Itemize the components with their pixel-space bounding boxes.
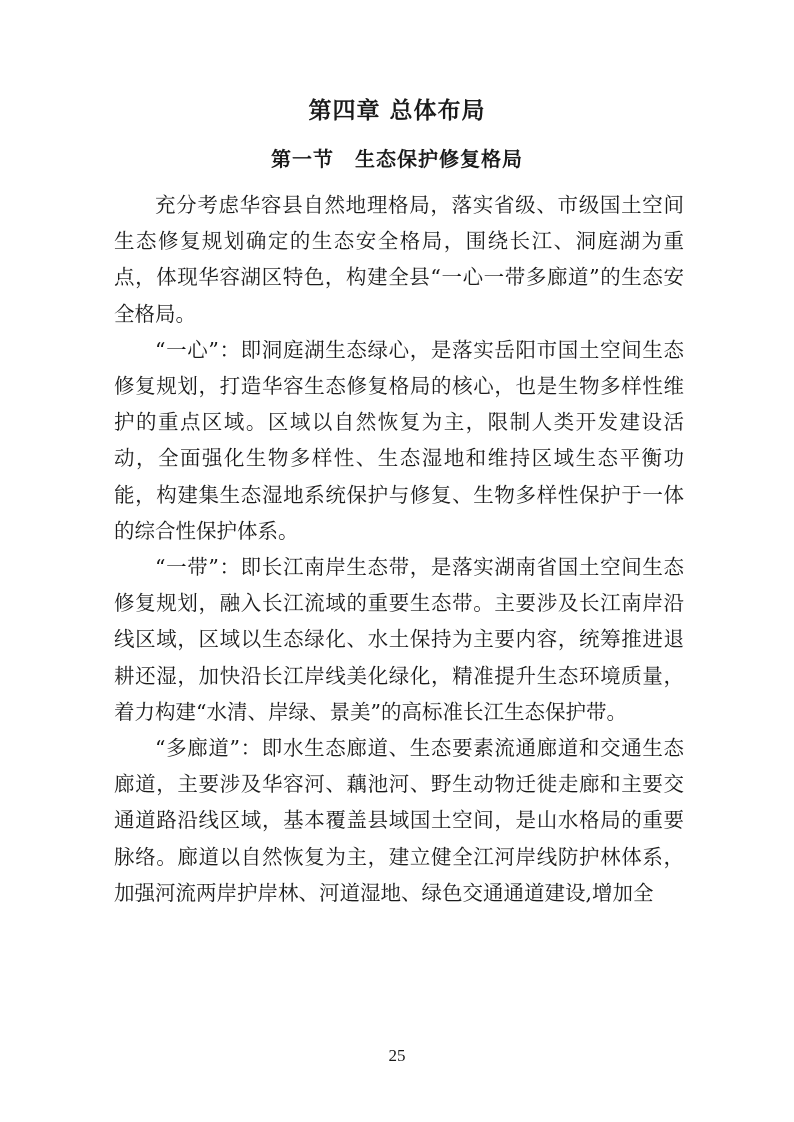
- section-title: 第一节 生态保护修复格局: [271, 147, 523, 171]
- paragraph: “多廊道”：即水生态廊道、生态要素流通廊道和交通生态廊道，主要涉及华容河、藕池河、野生动物迁徙走廊和主要交通道路沿线区域，基本覆盖县域国土空间，是山水格局的重要脉络。廊道以自然恢复为主，建立健全江河岸线防护林体系，加强河流两岸护岸林、河道湿地、绿色交通通道建设,增加全: [114, 736, 684, 905]
- page-number: 25: [388, 1046, 406, 1065]
- paragraph: 充分考虑华容县自然地理格局，落实省级、市级国土空间生态修复规划确定的生态安全格局，围绕长江、洞庭湖为重点，体现华容湖区特色，构建全县“一心一带多廊道”的生态安全格局。: [114, 193, 684, 326]
- paragraph: “一心”：即洞庭湖生态绿心，是落实岳阳市国土空间生态修复规划，打造华容生态修复格局的核心，也是生物多样性维护的重点区域。区域以自然恢复为主，限制人类开发建设活动，全面强化生物多样性、生态湿地和维持区域生态平衡功能，构建集生态湿地系统保护与修复、生物多样性保护于一体的综合性保护体系。: [114, 337, 684, 543]
- body-text: [114, 187, 684, 911]
- paragraph: “一带”：即长江南岸生态带，是落实湖南省国土空间生态修复规划，融入长江流域的重要生态带。主要涉及长江南岸沿线区域，区域以生态绿化、水土保持为主要内容，统筹推进退耕还湿，加快沿长江岸线美化绿化，精准提升生态环境质量，着力构建“水清、岸绿、景美”的高标准长江生态保护带。: [114, 555, 684, 724]
- chapter-title: 第四章 总体布局: [308, 98, 486, 124]
